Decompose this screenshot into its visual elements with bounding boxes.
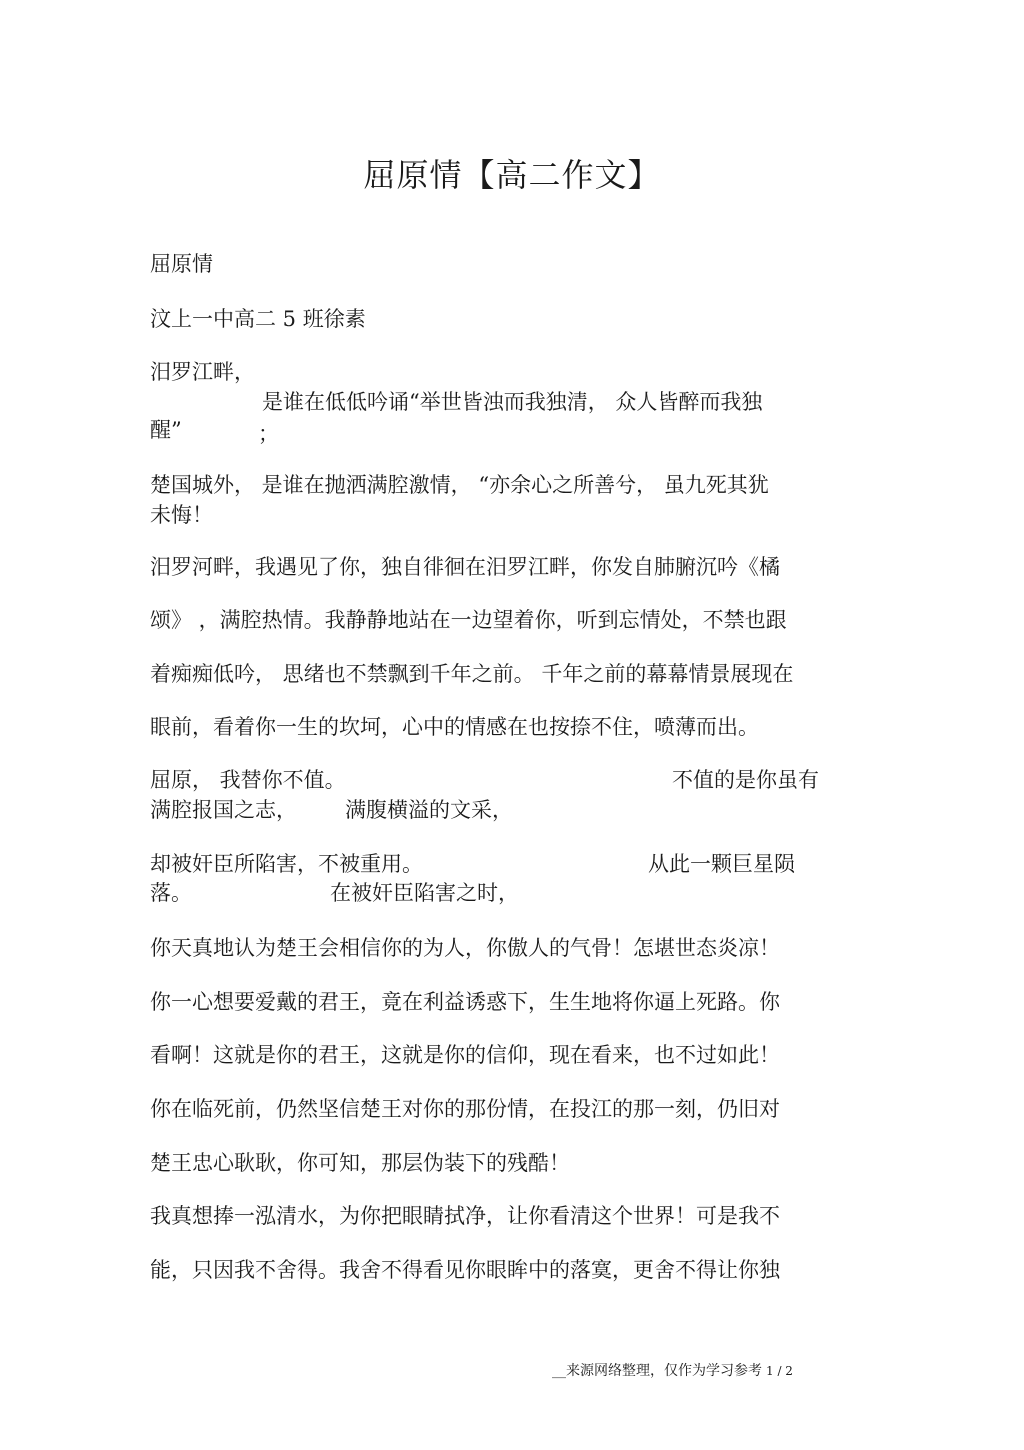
text-line: 在被奸臣陷害之时， xyxy=(330,881,519,905)
footer-source: __来源网络整理，仅作为学习参考 xyxy=(552,1363,762,1379)
text-line: 楚国城外， 是谁在抛洒满腔激情， “亦余心之所善兮， 虽九死其犹 xyxy=(150,473,769,497)
text-line: 楚王忠心耿耿，你可知，那层伪装下的残酷！ xyxy=(150,1151,570,1175)
text-line: 颂》 ，满腔热情。我静静地站在一边望着你，听到忘情处，不禁也跟 xyxy=(150,608,787,632)
page-title: 屈原情【高二作文】 xyxy=(363,156,661,194)
text-line: 我真想捧一泓清水，为你把眼睛拭净，让你看清这个世界！可是我不 xyxy=(150,1204,780,1228)
text-line: 醒” xyxy=(150,418,182,442)
text-line: 看啊！这就是你的君王，这就是你的信仰，现在看来，也不过如此！ xyxy=(150,1043,780,1067)
text-line: 能，只因我不舍得。我舍不得看见你眼眸中的落寞，更舍不得让你独 xyxy=(150,1258,780,1282)
text-line: 汨罗河畔，我遇见了你，独自徘徊在汨罗江畔，你发自肺腑沉吟《橘 xyxy=(150,555,780,579)
text-line: 汨罗江畔， xyxy=(150,360,255,384)
text-line: 从此一颗巨星陨 xyxy=(648,852,795,876)
text-line: 未悔！ xyxy=(150,503,213,527)
text-line: 落。 xyxy=(150,881,192,905)
text-line: 满腹横溢的文采， xyxy=(345,798,513,822)
text-line: 屈原， 我替你不值。 xyxy=(150,768,346,792)
page-footer xyxy=(552,1360,793,1380)
text-line: 你一心想要爱戴的君王，竟在利益诱惑下，生生地将你逼上死路。你 xyxy=(150,990,780,1014)
text-line: 你天真地认为楚王会相信你的为人，你傲人的气骨！怎堪世态炎凉！ xyxy=(150,936,780,960)
page-number: 1 / 2 xyxy=(766,1364,793,1378)
text-line: ； xyxy=(258,422,279,446)
text-line: 着痴痴低吟， 思绪也不禁飘到千年之前。 千年之前的幕幕情景展现在 xyxy=(150,662,794,686)
text-line: 却被奸臣所陷害，不被重用。 xyxy=(150,852,423,876)
text-line: 满腔报国之志， xyxy=(150,798,297,822)
text-line: 眼前，看着你一生的坎坷，心中的情感在也按捺不住，喷薄而出。 xyxy=(150,715,759,739)
text-line: 你在临死前，仍然坚信楚王对你的那份情，在投江的那一刻，仍旧对 xyxy=(150,1097,780,1121)
author-line: 汶上一中高二 5 班徐素 xyxy=(150,307,366,331)
text-line: 不值的是你虽有 xyxy=(672,768,819,792)
text-line: 是谁在低低吟诵“举世皆浊而我独清， 众人皆醉而我独 xyxy=(262,390,763,414)
essay-heading: 屈原情 xyxy=(150,252,213,276)
